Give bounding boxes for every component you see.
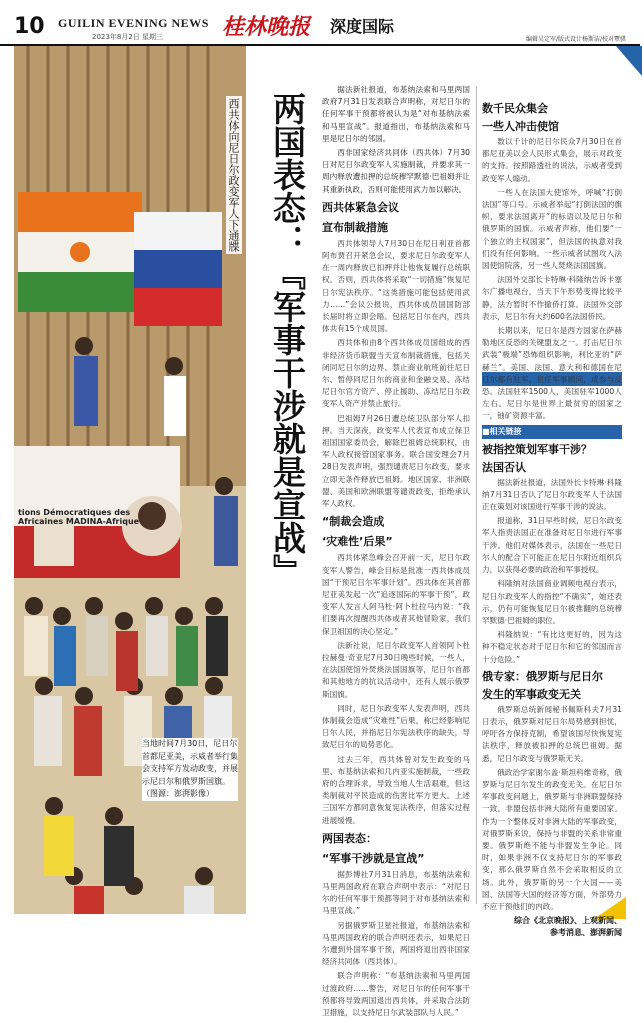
paragraph: 据法新社报道，法国外长卡特琳·科隆纳7月31日否认了尼日尔政变军人于法国正在策划对该国进行军事干涉的说法。 — [482, 477, 622, 512]
photo-caption: 当地时间7月30日，尼日尔首都尼亚美，示威者举行集会支持军方发动政变，并展示尼日尔和俄罗斯国旗。（图源：澎湃影像） — [142, 738, 238, 801]
page-number: 10 — [14, 14, 45, 39]
subheading: “军事干涉就是宣战” — [322, 851, 425, 865]
paragraph: 法新社说，尼日尔政变军人首领阿卜杜拉赫曼·奇亚尼7月30日晚些时候，一些人，在法国使馆外焚烧法国国旗等，尼日尔首都和其他地方的抗议活动中，还有人展示俄罗斯国旗。 — [322, 640, 470, 699]
related-link-label: ■相关链接 — [482, 425, 622, 439]
paragraph: 西共体领导人7月30日在尼日利亚首都阿布贾召开紧急会议，要求尼日尔政变军人在一周内释放已扣押并让他恢复履行总统职权。否则，西共体将采取“一切措施”恢复尼日尔宪法秩序。“这类措施可能包括使用武力……”会议公报说，西共体成员国国防部长届时将立即会晤。包括尼日尔在内，西共体共有15个成员国。 — [322, 238, 470, 334]
paragraph: 科隆纳对法国商业调频电视台表示，尼日尔政变军人的指控“不确实”，她还表示，仍有可能恢复尼日尔被推翻的总统穆罕默德·巴祖姆的职位。 — [482, 579, 622, 625]
subheading: 发生的军事政变无关 — [482, 687, 581, 701]
subheading: 俄专家：俄罗斯与尼日尔 — [482, 669, 603, 683]
banner-text: tions Démocratiques des Africaines MADINA-Afrique — [18, 508, 140, 526]
paragraph: 过去三年，西共体曾对发生政变的马里、布基纳法索和几内亚实施制裁，一些政府的合理诉求，导致当地人生活艰难，但这类制裁对平民造成的伤害比军方更大。上述三国军方都同意恢复宪法秩序，但落实过程进展缓慢。 — [322, 754, 470, 825]
subheading: 两国表态： — [322, 831, 377, 845]
paragraph: 西非国家经济共同体（西共体）7月30日对尼日尔政变军人实施制裁，并要求其一周内释放遭扣押的总统穆罕默德·巴祖姆并让其重新执政，否则可能使用武力加以解决。 — [322, 148, 470, 194]
paragraph: 据彭博社7月31日消息，布基纳法索和马里两国政府在联合声明中表示：“对尼日尔的任何军事干预都等同于对布基纳法索和马里宣战。” — [322, 869, 470, 916]
paragraph: 俄罗斯总统新闻秘书佩斯科夫7月31日表示，俄罗斯对尼日尔局势感到担忧，呼吁各方保持克制，希望该国尽快恢复宪法秩序，释放被扣押的总统巴祖姆。据悉，尼日尔政变与俄罗斯无关。 — [482, 704, 622, 763]
subheading: ‘灾难性’后果” — [322, 535, 393, 549]
paragraph: 俄政治学家谢尔盖·斯坦科维奇称，俄罗斯与尼日尔发生的政变无关。在尼日尔军事政变问题上，俄罗斯与非洲联盟保持一致，非盟包括非洲大陆所有重要国家。作为一个整体反对非洲大陆的军事政变，对俄罗斯来说，保持与非盟的关系非常重要。俄罗斯绝不能与非盟发生争论。同时，如果非洲不仅支持尼日尔的军事政变，那么俄罗斯自然不会采取相反的立场。此外，俄罗斯的另一个大国——美国、法国等大国的经济等方面，外部势力不应干预他们的内政。 — [482, 767, 622, 911]
brand-english: GUILIN EVENING NEWS — [58, 16, 209, 30]
editors-credit: 编辑吴定军/版式设计杨斯洁/校对覃骐 — [525, 36, 626, 43]
russia-flag — [134, 212, 222, 326]
subheading: 宣布制裁措施 — [322, 220, 388, 234]
paragraph: 长期以来，尼日尔是西方国家在萨赫勒地区反恐的关键盟友之一。打击尼日尔武装“极端”恐怖组织影响，利比亚的“萨赫兰”。美国、法国、意大利和德国在尼日尔都有驻军，担任军事顾问，或参与反恐。法国驻军1500人，美国驻军1000人左右。尼日尔是世界上最贫穷的国家之一，铀矿资源丰富。 — [482, 326, 622, 421]
section-title: 深度国际 — [330, 17, 395, 36]
paragraph: 报道称，31日早些时候，尼日尔政变军人指责法国正在准备对尼日尔进行军事干涉。他们对媒体表示，法国在一些尼日尔人的配合下可能正在尼日尔附近组织兵力，以获得必要的政治和军事授权。 — [482, 516, 622, 575]
paragraph: 西共体紧急峰会召开前一天，尼日尔政变军人警告，峰会目标是批准一西共体成员国“干预尼日尔军事计划”。西共体在其首都尼亚美发起一次“追逐国际的军事干预”，政变军人发言人阿马杜·阿卜杜拉马内说：“我们要再次提醒西共体或者其他冒险家，我们保卫祖国的决心坚定。” — [322, 553, 470, 636]
source-credit: 参考消息、澎湃新闻 — [550, 928, 622, 938]
paragraph: 数以千计的尼日尔民众7月30日在首都尼亚美以会人民形式集会，展示对政变的支持。按照路透社的说法，示威者受到政变军人煽动。 — [482, 137, 622, 183]
article-column-main — [322, 84, 470, 1017]
paragraph: 西共体和由8个西共体成员国组成的西非经济货币联盟当天宣布制裁措施，包括关闭同尼日尔的边界、禁止商业航班前往尼日尔、暂停同尼日尔的商业和金融交易、冻结尼日尔官方资产、停止援助、冻结尼日尔政变军人资产并禁止旅行。 — [322, 338, 470, 409]
paragraph: 同时，尼日尔政变军人发表声明，西共体制裁会造成“灾难性”后果，称已经影响尼日尔人民，并指尼日尔宪法秩序的缺失，导致尼日尔的局势恶化。 — [322, 703, 470, 750]
headline-subtitle: 西共体向尼日尔政变军人下通牒 — [227, 98, 240, 252]
subheading: 一些人冲击使馆 — [482, 120, 559, 133]
paragraph: 法国外交部长卡特琳·科隆纳告诉卡塞尔广播电视台，当天下午形势变得比较平静，法方暂时不作撤侨打算。法国外交部表示，尼日尔有大约600名法国侨民。 — [482, 275, 622, 321]
article-column-side — [482, 100, 622, 938]
paragraph: 一些人在法国大使馆外，呼喊“打倒法国”等口号。示威者举起“打倒法国的旗帜，要求法国离开”的标语以及尼日尔和俄罗斯的国旗。示威者声称，他们要“一个独立的主权国家”，但法国的执意对我们没有任何影响。一些示威者试图攻入法国使馆院落，另一些人焚烧法国国旗。 — [482, 187, 622, 271]
paragraph: 科隆纳说：“有比这更好的，因为这种不稳定状态对于尼日尔和它的邻国而言十分危险。” — [482, 630, 622, 664]
paragraph: 另据俄罗斯卫星社报道，布基纳法索和马里两国政府的联合声明还表示，如果尼日尔遭到外国军事干预，两国将退出西非国家经济共同体（西共体）。 — [322, 920, 470, 967]
newspaper-logo: 桂林晚报 — [222, 14, 311, 40]
niger-flag — [18, 192, 142, 312]
paragraph: 巴祖姆7月26日遭总统卫队部分军人扣押。当天深夜，政变军人代表宣布成立保卫祖国国家委员会，解除巴祖姆总统职权，由军人政权接管国家事务。联合国安理会7月28日发表声明，强烈谴责尼日尔政变，要求立即无条件释放巴祖姆。地区国家、非洲联盟、美国和欧洲联盟等谴责政变，拒绝承认军人政权。 — [322, 413, 470, 509]
corner-decoration — [616, 46, 642, 76]
source-credit: 综合《北京晚报》、上观新闻、 — [514, 916, 622, 926]
headline-title: 两国表态：『军事干涉就是宣战』 — [268, 92, 307, 587]
subheading: “制裁会造成 — [322, 515, 385, 529]
issue-date: 2023年8月2日 星期三 — [92, 33, 163, 41]
subheading: 法国否认 — [482, 460, 526, 474]
subheading: 西共体紧急会议 — [322, 200, 399, 214]
column-divider — [476, 86, 477, 904]
subheading: 被指控策划军事干涉？ — [482, 442, 592, 456]
paragraph: 联合声明称：“布基纳法索和马里两国过渡政府……警告，对尼日尔的任何军事干预都将导致两国退出西共体，并采取合法防卫措施，以支持尼日尔武装部队与人民。” — [322, 971, 470, 1017]
subheading: 数千民众集会 — [482, 102, 548, 115]
paragraph: 据法新社报道，布基纳法索和马里两国政府7月31日发表联合声明称，对尼日尔的任何军事干预都将被认为是“对布基纳法索和马里宣战”。报道指出，布基纳法索和马里是尼日尔的邻国。 — [322, 85, 470, 143]
